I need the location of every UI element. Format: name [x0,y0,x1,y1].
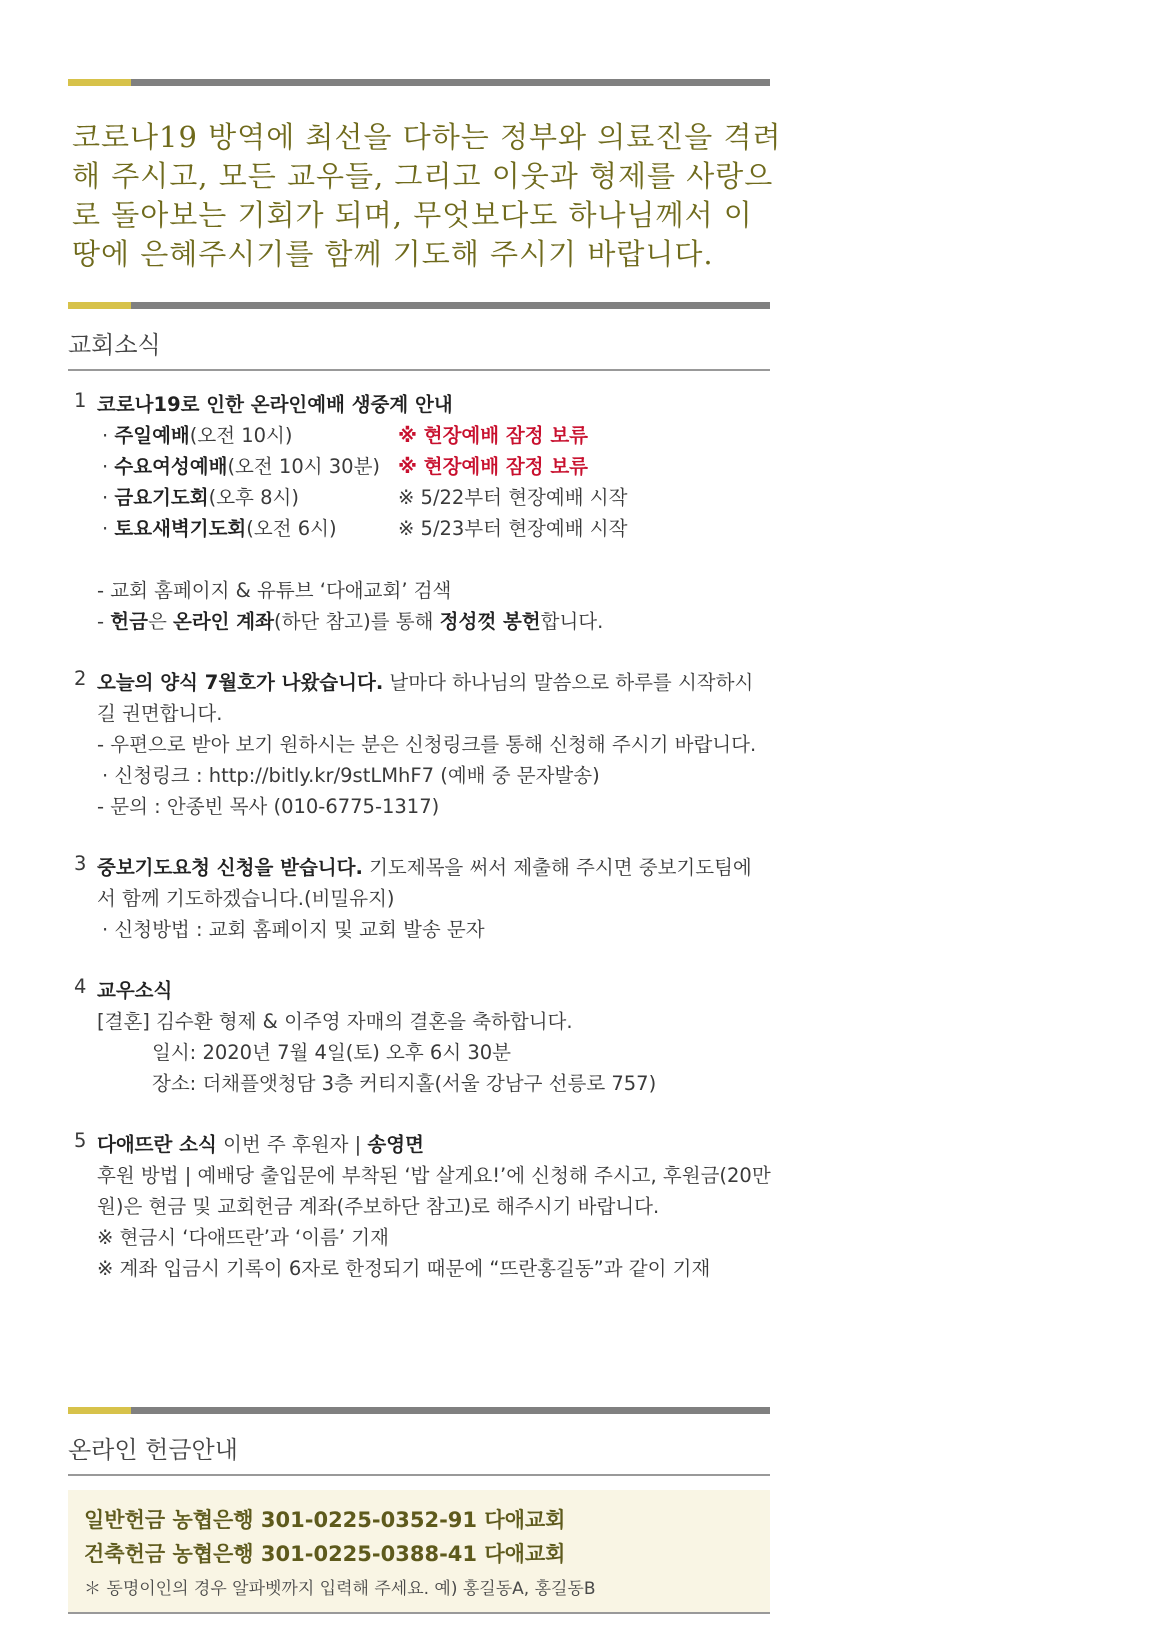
service-name: 금요기도회 [114,486,209,509]
divider-accent [68,79,131,86]
section-title-online-giving: 온라인 헌금안내 [68,1436,238,1464]
news-item-1-title: 코로나19로 인한 온라인예배 생중계 안내 [97,393,453,416]
service-time: (오전 10시 30분) [227,455,381,478]
emphasis: 정성껏 봉헌 [439,610,541,633]
wedding-announcement: [결혼] 김수환 형제 & 이주영 자매의 결혼을 축하합니다. [97,1010,573,1033]
news-item-4-title: 교우소식 [97,979,173,1002]
service-row [102,420,293,448]
news-item-2-line [97,667,753,695]
news-item-2-text: - 우편으로 받아 보기 원하시는 분은 신청링크를 통해 신청해 주시기 바랍니다. [97,733,757,756]
section-rule [68,369,770,371]
news-item-3-title: 중보기도요청 신청을 받습니다. [97,856,363,879]
news-item-1-number: 1 [74,389,87,412]
bullet: · [102,455,109,478]
divider-accent [68,1407,131,1414]
bullet: · [102,517,109,540]
verse-line: 땅에 은혜주시기를 함께 기도해 주시기 바랍니다. [72,237,714,271]
news-item-5-text: 후원 방법 | 예배당 출입문에 부착된 ‘밥 살게요!’에 신청해 주시고, 후원금(20만 [97,1164,771,1187]
service-row [102,451,380,479]
service-note: ※ 5/23부터 현장예배 시작 [398,517,628,540]
service-time: (오전 10시) [189,424,293,447]
service-note: ※ 현장예배 잠정 보류 [398,424,589,447]
news-item-3-number: 3 [74,852,87,875]
section-rule [68,1612,770,1614]
divider-accent [68,302,131,309]
service-row [102,482,299,510]
prayer-verse [72,118,782,274]
service-name: 토요새벽기도회 [114,517,247,540]
section-divider-bar [68,302,770,309]
wedding-date: 일시: 2020년 7월 4일(토) 오후 6시 30분 [152,1041,512,1064]
bullet: · [102,486,109,509]
service-note: ※ 현장예배 잠정 보류 [398,455,589,478]
news-item-2-number: 2 [74,667,87,690]
service-row [102,513,337,541]
verse-line: 코로나19 방역에 최선을 다하는 정부와 의료진을 격려 [72,120,782,154]
text: - [97,610,111,633]
news-item-2-title: 오늘의 양식 7월호가 나왔습니다. [97,671,384,694]
news-item-5-number: 5 [74,1129,87,1152]
contact-line: - 문의 : 안종빈 목사 (010-6775-1317) [97,795,440,818]
giving-account-box [68,1490,770,1612]
text: 은 [147,610,173,633]
service-time: (오후 8시) [208,486,299,509]
signup-link-line: · 신청링크 : http://bitly.kr/9stLMhF7 (예배 중 문자발송) [102,764,600,787]
sponsor-label: 이번 주 후원자 | [216,1133,368,1156]
building-offering-account: 건축헌금 농협은행 301-0225-0388-41 다애교회 [84,1542,566,1566]
news-item-3-line [97,852,752,880]
verse-line: 로 돌아보는 기회가 되며, 무엇보다도 하나님께서 이 [72,198,753,232]
emphasis: 헌금 [110,610,148,633]
service-time: (오전 6시) [246,517,337,540]
offering-instruction [97,606,603,634]
news-item-4-number: 4 [74,975,87,998]
search-instruction: - 교회 홈페이지 & 유튜브 ‘다애교회’ 검색 [97,579,452,602]
giving-note: ＊ 동명이인의 경우 알파벳까지 입력해 주세요. 예) 홍길동A, 홍길동B [84,1579,596,1599]
news-item-2-text: 길 권면합니다. [97,702,223,725]
wedding-venue: 장소: 더채플앳청담 3층 커티지홀(서울 강남구 선릉로 757) [152,1072,657,1095]
news-item-3-text: · 신청방법 : 교회 홈페이지 및 교회 발송 문자 [102,918,485,941]
verse-line: 해 주시고, 모든 교우들, 그리고 이웃과 형제를 사랑으 [72,159,774,193]
news-item-5-text: 원)은 현금 및 교회헌금 계좌(주보하단 참고)로 해주시기 바랍니다. [97,1195,660,1218]
section-title-church-news: 교회소식 [68,331,161,359]
text: 합니다. [540,610,604,633]
service-name: 주일예배 [114,424,190,447]
news-item-5-line [97,1129,424,1157]
bullet: · [102,424,109,447]
text: (하단 참고)를 통해 [273,610,440,633]
news-item-5-title: 다애뜨란 소식 [97,1133,217,1156]
sponsor-name: 송영면 [367,1133,424,1156]
news-item-3-text: 서 함께 기도하겠습니다.(비밀유지) [97,887,395,910]
emphasis: 온라인 계좌 [172,610,274,633]
giving-divider-bar [68,1407,770,1414]
top-divider-bar [68,79,770,86]
service-note: ※ 5/22부터 현장예배 시작 [398,486,628,509]
section-rule [68,1474,770,1476]
news-item-5-note: ※ 현금시 ‘다애뜨란’과 ‘이름’ 기재 [97,1226,389,1249]
general-offering-account: 일반헌금 농협은행 301-0225-0352-91 다애교회 [84,1508,566,1532]
news-item-2-text: 날마다 하나님의 말씀으로 하루를 시작하시 [383,671,754,694]
service-name: 수요여성예배 [114,455,228,478]
news-item-5-note: ※ 계좌 입금시 기록이 6자로 한정되기 때문에 “뜨란홍길동”과 같이 기재 [97,1257,711,1280]
news-item-3-text: 기도제목을 써서 제출해 주시면 중보기도팀에 [362,856,752,879]
